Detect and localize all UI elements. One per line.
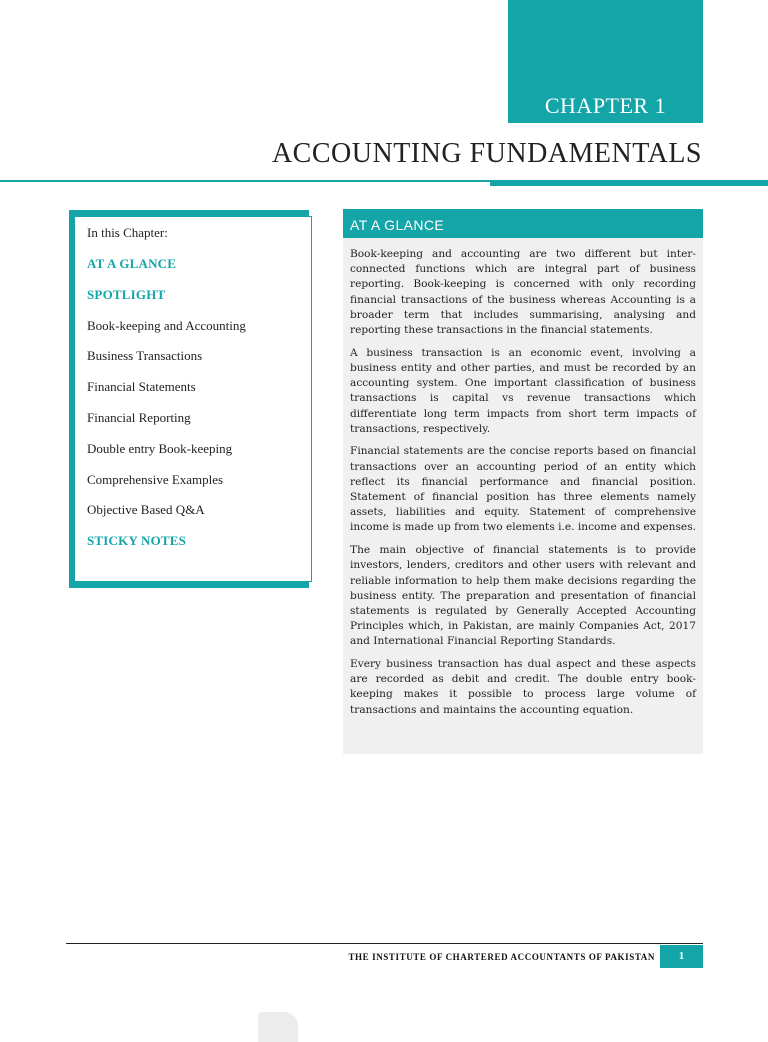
toc-item[interactable]: Double entry Book-keeping [87,440,233,456]
toc-item[interactable]: AT A GLANCE [87,256,177,271]
glance-paragraph: The main objective of financial statements is to provide investors, lenders, creditors and other users with relevant and reliable information to help them make decisions regarding the business entity. The preparation and presentation of financial statements is regulated by Generally Accepted Accounting Principles which, in Pakistan, are mainly Companies Act, 2017 and International Financial Reporting Standards. [350,544,696,648]
footer-institute: THE INSTITUTE OF CHARTERED ACCOUNTANTS OF PAKISTAN [348,952,655,962]
toc-item[interactable]: SPOTLIGHT [87,286,166,302]
toc-heading: In this Chapter: [87,225,168,240]
glance-paragraph: A business transaction is an economic event, involving a business entity and other parties, and must be recorded by an accounting system. One important classification of business transactions is capital vs revenue transactions which differentiate long term impacts from short term impacts of transactions, respectively. [350,346,696,435]
at-a-glance-body [350,247,696,725]
glance-paragraph: Book-keeping and accounting are two different but inter-connected functions which are integral part of business reporting. Book-keeping is concerned with only recording financial transactions of the business whereas Accounting is a broader term that includes summarising, analysing and reporting these transactions in the financial statements. [350,248,696,337]
chapter-title: ACCOUNTING FUNDAMENTALS [271,138,702,169]
at-a-glance-panel [343,209,703,754]
watermark [258,1012,298,1042]
toc-item[interactable]: Financial Reporting [87,410,191,425]
toc-item[interactable]: Financial Statements [87,379,196,395]
at-a-glance-heading: AT A GLANCE [343,209,703,238]
toc-item[interactable]: Comprehensive Examples [87,471,224,487]
header-rule-accent [490,181,768,186]
glance-paragraph: Every business transaction has dual aspect and these aspects are recorded as debit and credit. The double entry book-keeping makes it possible to process large volume of transactions and maintains the accounting equation. [350,658,696,716]
toc-item[interactable]: STICKY NOTES [87,533,187,549]
footer-rule [66,943,703,944]
chapter-contents-box [74,216,312,582]
toc-item[interactable]: Book-keeping and Accounting [87,317,246,333]
chapter-banner [508,0,703,123]
toc-item[interactable]: Business Transactions [87,348,203,364]
glance-paragraph: Financial statements are the concise reports based on financial transactions over an accounting period of an entity which reflect its financial performance and financial position. Statement of financial position has three elements namely assets, liabilities and equity. Statement of comprehensive income is made up from two elements i.e. income and expenses. [350,445,696,534]
page-number: 1 [660,945,703,968]
chapter-label: CHAPTER 1 [544,93,667,118]
toc-item[interactable]: Objective Based Q&A [87,502,205,518]
